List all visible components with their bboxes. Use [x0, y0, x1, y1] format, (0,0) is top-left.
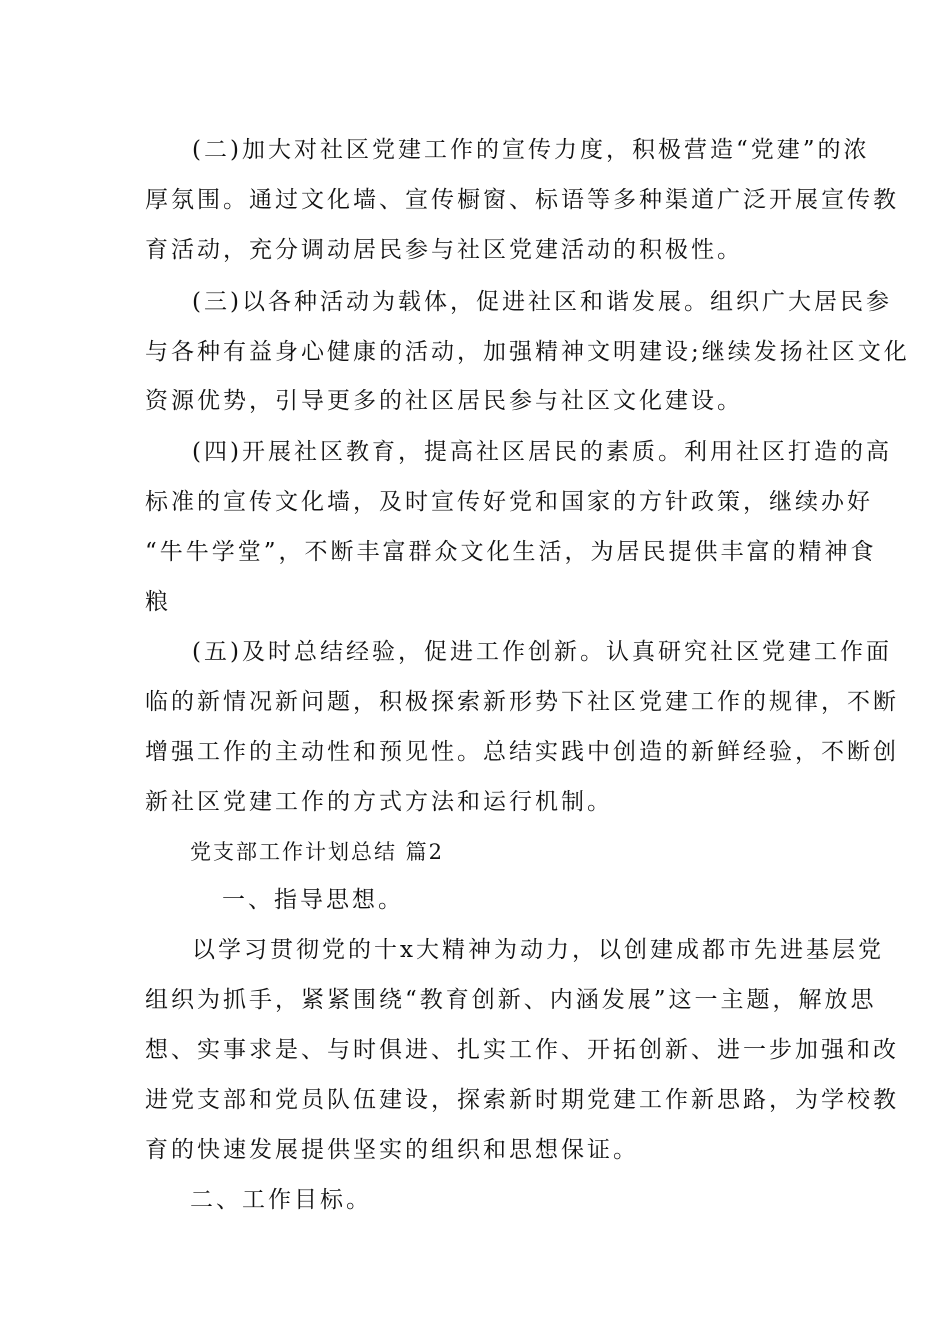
subheading-guiding-thought: 一、指导思想。	[222, 887, 404, 913]
paragraph-2-line-3: 育活动，充分调动居民参与社区党建活动的积极性。	[145, 237, 743, 263]
subheading-work-goals: 二、工作目标。	[190, 1187, 372, 1213]
paragraph-4-line-3: “牛牛学堂”，不断丰富群众文化生活，为居民提供丰富的精神食	[145, 539, 877, 565]
paragraph-5-line-4: 新社区党建工作的方式方法和运行机制。	[145, 789, 613, 815]
paragraph-2-line-1: (二)加大对社区党建工作的宣传力度，积极营造“党建”的浓	[192, 137, 870, 163]
paragraph-3-line-3: 资源优势，引导更多的社区居民参与社区文化建设。	[145, 388, 743, 414]
paragraph-2-line-2: 厚氛围。通过文化墙、宣传橱窗、标语等多种渠道广泛开展宣传教	[145, 187, 899, 213]
paragraph-3-line-2: 与各种有益身心健康的活动，加强精神文明建设;继续发扬社区文化	[145, 339, 910, 365]
paragraph-3-line-1: (三)以各种活动为载体，促进社区和谐发展。组织广大居民参	[192, 289, 892, 315]
paragraph-5-line-1: (五)及时总结经验，促进工作创新。认真研究社区党建工作面	[192, 639, 892, 665]
guiding-paragraph-line-1: 以学习贯彻党的十x大精神为动力，以创建成都市先进基层党	[192, 937, 884, 963]
paragraph-5-line-2: 临的新情况新问题，积极探索新形势下社区党建工作的规律，不断	[145, 689, 899, 715]
paragraph-5-line-3: 增强工作的主动性和预见性。总结实践中创造的新鲜经验，不断创	[145, 739, 899, 765]
guiding-paragraph-line-2: 组织为抓手，紧紧围绕“教育创新、内涵发展”这一主题，解放思	[145, 987, 877, 1013]
guiding-paragraph-line-5: 育的快速发展提供坚实的组织和思想保证。	[145, 1137, 639, 1163]
guiding-paragraph-line-4: 进党支部和党员队伍建设，探索新时期党建工作新思路，为学校教	[145, 1087, 899, 1113]
paragraph-4-line-1: (四)开展社区教育，提高社区居民的素质。利用社区打造的高	[192, 439, 892, 465]
paragraph-4-line-4: 粮	[145, 589, 171, 615]
section-title: 党支部工作计划总结 篇2	[190, 840, 445, 864]
guiding-paragraph-line-3: 想、实事求是、与时俱进、扎实工作、开拓创新、进一步加强和改	[145, 1037, 899, 1063]
paragraph-4-line-2: 标准的宣传文化墙，及时宣传好党和国家的方针政策，继续办好	[145, 489, 873, 515]
